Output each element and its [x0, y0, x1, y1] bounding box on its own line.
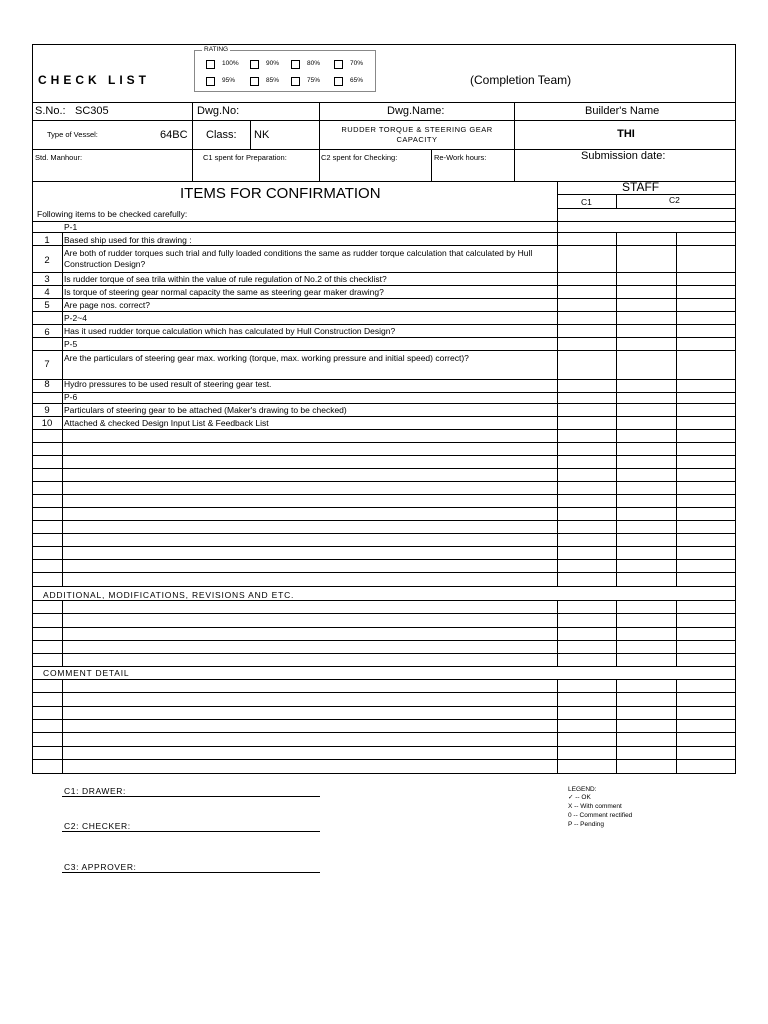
item-text: Are both of rudder torques such trial and fully loaded conditions the same as rudder torque calculation that calculated by Hull Construction Design? [64, 248, 533, 270]
grid-line [32, 679, 736, 680]
grid-line [32, 429, 736, 430]
grid-line [32, 600, 736, 601]
c2-check-label: C2 spent for Checking: [321, 153, 398, 162]
row-num: 6 [44, 327, 50, 338]
grid-line [62, 232, 63, 586]
row-num: 4 [44, 287, 50, 298]
grid-line [32, 481, 736, 482]
signature-c3-label: C3: APPROVER: [64, 862, 137, 872]
row-num: 10 [41, 418, 53, 429]
grid-line [32, 494, 736, 495]
grid-line [32, 586, 736, 587]
row-num: 3 [44, 274, 50, 285]
comment-detail-label: COMMENT DETAIL [43, 668, 130, 678]
staff-c2-label: C2 [669, 195, 680, 205]
grid-line [32, 759, 736, 760]
form-title: CHECK LIST [38, 73, 150, 87]
sno-label: S.No.: [35, 105, 66, 117]
rating-95-label: 95% [222, 77, 236, 84]
grid-line [32, 520, 736, 521]
section-p6: P-6 [64, 392, 78, 402]
rating-90-checkbox[interactable] [250, 60, 259, 69]
rating-90-label: 90% [266, 60, 280, 67]
grid-line [32, 324, 736, 325]
grid-line [32, 719, 736, 720]
grid-line [32, 245, 736, 246]
rating-75-checkbox[interactable] [291, 77, 300, 86]
legend-ok: ✓ -- OK [568, 794, 591, 801]
grid-line [676, 600, 677, 666]
rating-85-label: 85% [266, 77, 280, 84]
grid-line [32, 546, 736, 547]
rating-label: RATING [204, 46, 229, 53]
grid-line [32, 640, 736, 641]
grid-line [557, 221, 558, 586]
signature-c1-line[interactable] [62, 796, 320, 797]
type-of-vessel-value[interactable]: 64BC [160, 129, 188, 141]
rating-95-checkbox[interactable] [206, 77, 215, 86]
rework-label: Re-Work hours: [434, 153, 487, 162]
signature-c1-label: C1: DRAWER: [64, 786, 127, 796]
item-text: Is torque of steering gear normal capacity the same as steering gear maker drawing? [64, 287, 384, 297]
grid-line [62, 600, 63, 666]
section-p5: P-5 [64, 339, 78, 349]
rating-70-checkbox[interactable] [334, 60, 343, 69]
dwg-name-label: Dwg.Name: [387, 105, 445, 117]
grid-line [32, 572, 736, 573]
submission-date-label: Submission date: [581, 150, 666, 162]
grid-line [32, 416, 736, 417]
row-num: 9 [44, 405, 50, 416]
grid-line [62, 679, 63, 774]
rating-70-label: 70% [350, 60, 364, 67]
row-num: 5 [44, 300, 50, 311]
grid-line [32, 746, 736, 747]
grid-line [676, 679, 677, 774]
grid-line [32, 732, 736, 733]
grid-line [32, 285, 736, 286]
signature-c2-label: C2: CHECKER: [64, 821, 131, 831]
grid-line [32, 627, 736, 628]
grid-line [32, 311, 736, 312]
grid-line [32, 350, 736, 351]
row-num: 1 [44, 235, 50, 246]
rating-75-label: 75% [307, 77, 321, 84]
grid-line [32, 706, 736, 707]
item-text: Has it used rudder torque calculation which has calculated by Hull Construction Design? [64, 326, 396, 336]
c1-prep-label: C1 spent for Preparation: [203, 153, 287, 162]
rating-65-label: 65% [350, 77, 364, 84]
item-text: Is rudder torque of sea trila within the value of rule regulation of No.2 of this checklist? [64, 274, 387, 284]
grid-line [616, 600, 617, 666]
row-num: 2 [44, 255, 50, 266]
grid-line [676, 232, 677, 586]
legend-title: LEGEND: [568, 786, 597, 793]
grid-line [32, 272, 736, 273]
legend-with-comment: X -- With comment [568, 803, 622, 810]
signature-c3-line[interactable] [62, 872, 320, 873]
grid-line [616, 679, 617, 774]
type-of-vessel-label: Type of Vessel: [47, 130, 98, 139]
grid-line [32, 403, 736, 404]
rating-85-checkbox[interactable] [250, 77, 259, 86]
staff-label: STAFF [622, 180, 660, 194]
items-heading: ITEMS FOR CONFIRMATION [180, 185, 381, 202]
row-num: 7 [44, 359, 50, 370]
items-instruction: Following items to be checked carefully: [37, 209, 188, 219]
std-manhour-label: Std. Manhour: [35, 153, 83, 162]
staff-c1-label: C1 [581, 197, 592, 207]
sno-value[interactable]: SC305 [75, 105, 109, 117]
builders-name-value[interactable]: THI [617, 128, 635, 140]
grid-line [32, 533, 736, 534]
item-text: Attached & checked Design Input List & Feedback List [64, 418, 269, 428]
item-text: Are page nos. correct? [64, 300, 150, 310]
legend-pending: P -- Pending [568, 821, 605, 828]
grid-line [32, 455, 736, 456]
grid-line [32, 468, 736, 469]
grid-line [557, 679, 558, 774]
team-label: (Completion Team) [470, 73, 572, 87]
row-num: 8 [44, 379, 50, 390]
grid-line [616, 232, 617, 586]
rating-80-label: 80% [307, 60, 321, 67]
grid-line [32, 507, 736, 508]
class-value[interactable]: NK [254, 129, 270, 141]
legend-rectified: 0 -- Comment rectified [568, 812, 633, 819]
builders-name-label: Builder's Name [585, 105, 660, 117]
item-text: Are the particulars of steering gear max. working (torque, max. working pressure and initial speed) correct)? [64, 353, 469, 363]
grid-line [32, 666, 736, 667]
rating-box [194, 50, 376, 92]
rating-100-label: 100% [222, 60, 239, 67]
grid-line [32, 653, 736, 654]
rating-65-checkbox[interactable] [334, 77, 343, 86]
item-text: Based ship used for this drawing : [64, 235, 192, 245]
class-label: Class: [206, 129, 237, 141]
grid-line [32, 298, 736, 299]
grid-line [32, 232, 736, 233]
signature-c2-line[interactable] [62, 831, 320, 832]
section-p2-4: P-2~4 [64, 313, 87, 323]
grid-line [32, 559, 736, 560]
item-text: Particulars of steering gear to be attached (Maker's drawing to be checked) [64, 405, 347, 415]
grid-line [32, 392, 736, 393]
grid-line [32, 613, 736, 614]
rating-100-checkbox[interactable] [206, 60, 215, 69]
item-text: Hydro pressures to be used result of steering gear test. [64, 379, 272, 389]
rating-80-checkbox[interactable] [291, 60, 300, 69]
dwg-name-value[interactable]: RUDDER TORQUE & STEERING GEAR CAPACITY [341, 125, 493, 145]
grid-line [557, 600, 558, 666]
dwg-no-label: Dwg.No: [197, 105, 240, 117]
section-p1: P-1 [64, 222, 78, 232]
grid-line [32, 337, 736, 338]
additional-label: ADDITIONAL, MODIFICATIONS, REVISIONS AND ETC. [43, 590, 295, 600]
grid-line [32, 442, 736, 443]
grid-line [32, 692, 736, 693]
